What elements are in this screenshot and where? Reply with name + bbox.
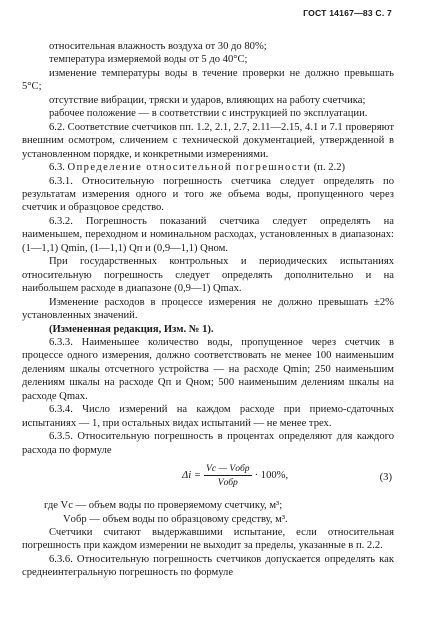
- definition-line: где Vc — объем воды по проверяемому счетчику, м³;: [44, 500, 283, 512]
- section-heading-6-3: [22, 161, 394, 174]
- paragraph-6-3-5: 6.3.5. Относительную погрешность в процентах определяют для каждого расхода по формуле: [22, 431, 394, 456]
- paragraph: рабочее положение — в соответствии с инструкцией по эксплуатации.: [49, 108, 368, 120]
- formula-3: [22, 459, 394, 497]
- paragraph-6-2: 6.2. Соответствие счетчиков пп. 1.2, 2.1, 2.7, 2.11—2.15, 4.1 и 7.1 проверяют внешним осмотром, сличением с технической документацией, утвержденной в установленном порядке, и конкретными измерениями.: [22, 121, 394, 160]
- formula-lhs: Δi: [182, 470, 192, 482]
- paragraph-6-3-2: 6.3.2. Погрешность показаний счетчика следует определять на наименьшем, переходном и номинальном расходах, установленных в диапазонах: (1—1,1) Qmin, (1—1,1) Qп и (0,9—1,1) Qном.: [22, 215, 394, 254]
- paragraph: Изменение расходов в процессе измерения не должно превышать ±2% установленных значений.: [22, 296, 394, 322]
- paragraph: отсутствие вибрации, тряски и ударов, влияющих на работу счетчика;: [49, 94, 366, 106]
- section-number: 6.3.: [49, 162, 65, 174]
- paragraph: относительная влажность воздуха от 30 до 80%;: [49, 41, 267, 52]
- paragraph-6-3-4: 6.3.4. Число измерений на каждом расходе при приемо-сдаточных испытаниях — 1, при остальных видах испытаний — не менее трех.: [22, 404, 394, 429]
- formula-expression: Δi = $\frac{\text{Vc — Vобр}}{\text{Vобр}}$ · 100%,: [182, 463, 289, 489]
- amendment-note: (Измененная редакция, Изм. № 1).: [49, 323, 214, 335]
- page-header: ГОСТ 14167—83 С. 7: [303, 8, 392, 18]
- formula-number: (3): [379, 472, 392, 484]
- section-ref: (п. 2.2): [313, 162, 346, 174]
- formula-numerator: Vc — Vобр: [205, 463, 250, 475]
- paragraph-6-3-6: 6.3.6. Относительную погрешность счетчиков допускается определять как среднеинтегральную погрешность по формуле: [22, 553, 394, 579]
- formula-tail: · 100%,: [254, 470, 289, 482]
- definition-line: Vобр — объем воды по образцовому средству, м³.: [63, 513, 288, 525]
- formula-denominator: Vобр: [217, 477, 238, 489]
- paragraph: При государственных контрольных и периодических испытаниях относительную погрешность следует определять дополнительно и на наибольшем расходе в диапазоне (0,9—1) Qmax.: [22, 256, 394, 295]
- paragraph: температура измеряемой воды от 5 до 40°С;: [49, 54, 248, 66]
- paragraph: Счетчики считают выдержавшими испытание, если относительная погрешность при каждом измерении не выходит за пределы, указанные в п. 2.2.: [22, 526, 394, 552]
- paragraph-6-3-3: 6.3.3. Наименьшее количество воды, пропущенное через счетчик в процессе одного измерения, должно соответствовать не менее 100 наименьшим делениям шкалы отсчетного устройства — на расходе Qmin; 250 наименьшим делениям шкалы на расходе Qп и Qном; 500 наименьшим делениям шкалы на расходе Qmax.: [22, 336, 394, 402]
- paragraph-6-3-1: 6.3.1. Относительную погрешность счетчика следует определять по результатам измерения одного и того же объема воды, пропущенного через счетчик и образцовое средство.: [22, 175, 394, 214]
- paragraph: изменение температуры воды в течение проверки не должно превышать 5°С;: [22, 67, 394, 93]
- section-title: Определение относительной погрешности: [67, 162, 312, 174]
- formula-fraction: [204, 463, 252, 488]
